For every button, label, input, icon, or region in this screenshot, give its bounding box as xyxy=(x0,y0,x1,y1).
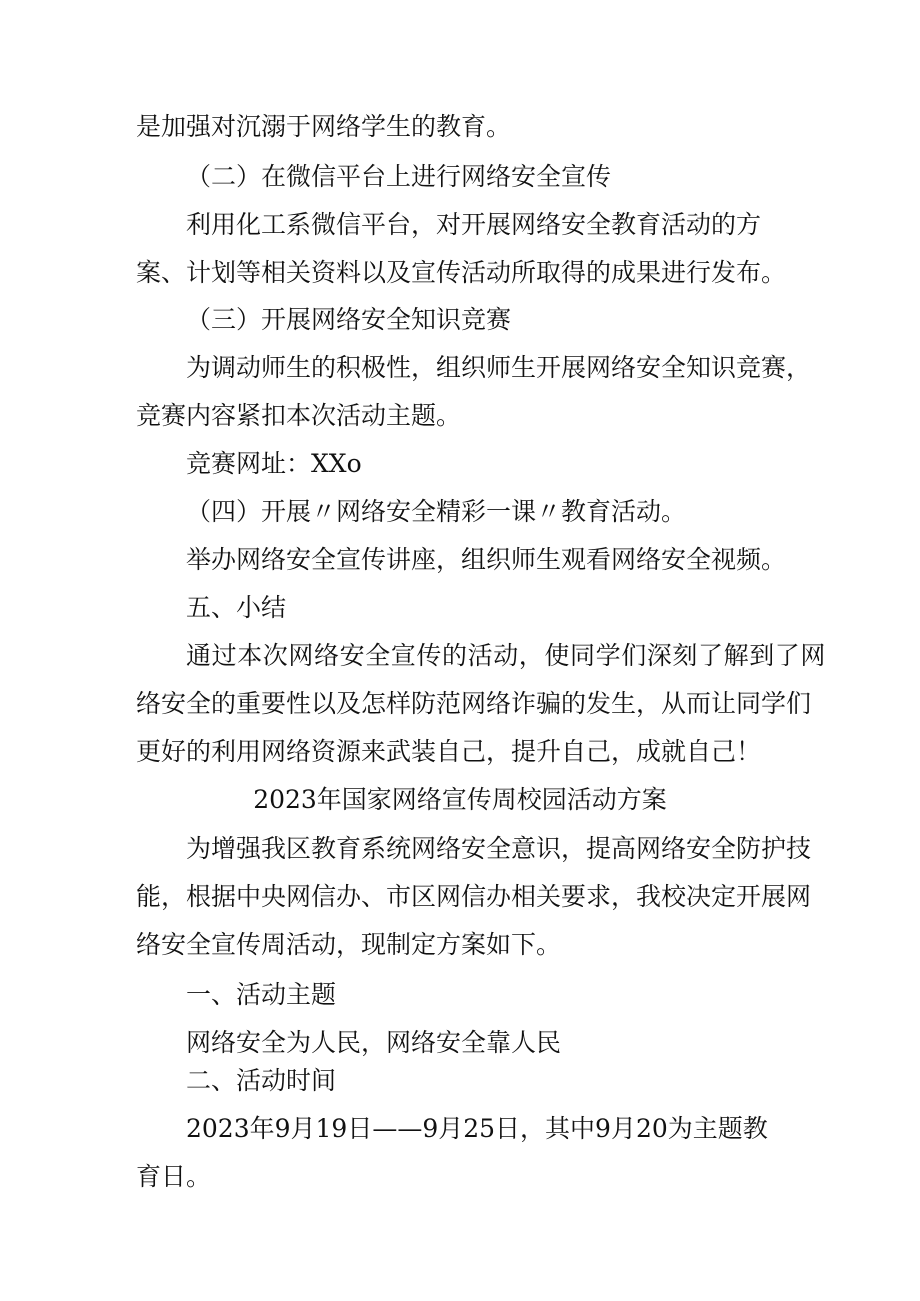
paragraph-line: 利用化工系微信平台，对开展网络安全教育活动的方 xyxy=(186,210,762,239)
paragraph-line: 竞赛内容紧扣本次活动主题。 xyxy=(136,401,462,430)
paragraph-line: 举办网络安全宣传讲座，组织师生观看网络安全视频。 xyxy=(186,545,787,574)
paragraph-line: 为调动师生的积极性，组织师生开展网络安全知识竞赛， xyxy=(186,353,812,382)
paragraph-line: 是加强对沉溺于网络学生的教育。 xyxy=(136,112,512,141)
section-heading: 五、小结 xyxy=(186,593,287,622)
paragraph-line: 2023年9月19日——9月25日，其中9月20为主题教 xyxy=(186,1114,768,1143)
paragraph-line: 竞赛网址：XXo xyxy=(186,449,362,478)
paragraph-line: 通过本次网络安全宣传的活动，使同学们深刻了解到了网 xyxy=(186,641,827,670)
paragraph-line: 为增强我区教育系统网络安全意识，提高网络安全防护技 xyxy=(186,834,812,863)
section-heading: （三）开展网络安全知识竞赛 xyxy=(186,305,512,334)
section-heading: （四）开展〃网络安全精彩一课〃教育活动。 xyxy=(186,497,687,526)
section-heading: 二、活动时间 xyxy=(186,1066,337,1095)
paragraph-line: 育日。 xyxy=(136,1162,212,1191)
paragraph-line: 络安全宣传周活动，现制定方案如下。 xyxy=(136,930,562,959)
section-heading: （二）在微信平台上进行网络安全宣传 xyxy=(186,162,612,191)
document-title: 2023年国家网络宣传周校园活动方案 xyxy=(253,785,667,814)
paragraph-line: 更好的利用网络资源来武装自己，提升自己，成就自己！ xyxy=(136,737,762,766)
section-heading: 一、活动主题 xyxy=(186,980,337,1009)
paragraph-line: 网络安全为人民，网络安全靠人民 xyxy=(186,1028,562,1057)
paragraph-line: 络安全的重要性以及怎样防范网络诈骗的发生，从而让同学们 xyxy=(136,689,812,718)
paragraph-line: 能，根据中央网信办、市区网信办相关要求，我校决定开展网 xyxy=(136,882,812,911)
paragraph-line: 案、计划等相关资料以及宣传活动所取得的成果进行发布。 xyxy=(136,258,787,287)
